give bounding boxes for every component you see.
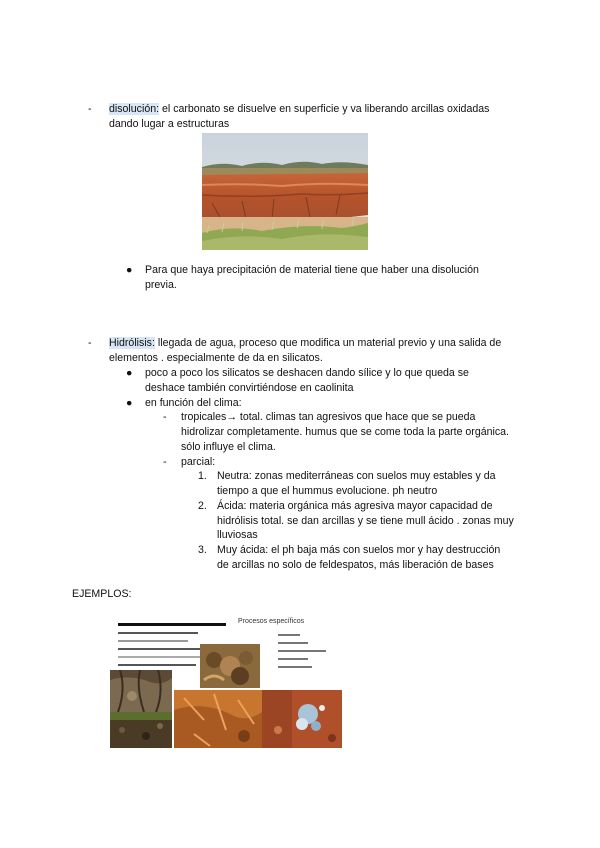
- cliff-illustration: [202, 133, 368, 250]
- neutra-line-2: tiempo a que el hummus evolucione. ph neutro: [217, 485, 438, 497]
- item-number: 1.: [198, 470, 207, 482]
- orange-soil-photo: [174, 690, 262, 748]
- disolucion-text: el carbonato se disuelve en superficie y va liberando arcillas oxidadas: [159, 103, 490, 115]
- tropicales-line-2: hidrolizar completamente. humus que se come toda la parte orgánica.: [181, 426, 509, 438]
- acida-line-1: Ácida: materia orgánica más agresiva mayor capacidad de: [217, 500, 493, 512]
- acida-line-2: hidrólisis total. se dan arcillas y se tiene mull ácido . zonas muy: [217, 515, 514, 527]
- examples-slide: [108, 618, 348, 748]
- cliff-photo: [202, 133, 368, 250]
- clima-heading: en función del clima:: [145, 397, 242, 409]
- tropicales-line-3: sólo influye el clima.: [181, 441, 276, 453]
- bullet-dot: ●: [126, 367, 133, 379]
- silicatos-line-2: deshace también convirtiéndose en caolinita: [145, 382, 354, 394]
- item-number: 2.: [198, 500, 207, 512]
- examples-heading: EJEMPLOS:: [72, 588, 132, 600]
- list-dash: -: [88, 103, 92, 115]
- term-hidrolisis: Hidrólisis:: [109, 337, 155, 349]
- disolucion-line-1: [109, 102, 549, 117]
- item-number: 3.: [198, 544, 207, 556]
- sub-dash: -: [163, 411, 167, 423]
- slide-title: Procesos específicos: [238, 618, 305, 625]
- precipitacion-line-1: Para que haya precipitación de material tiene que haber una disolución: [145, 264, 479, 276]
- bullet-dot: ●: [126, 397, 133, 409]
- sub-dash: -: [163, 456, 167, 468]
- muy-acida-line-1: Muy ácida: el ph baja más con suelos mor y hay destrucción: [217, 544, 501, 556]
- silicatos-line-1: poco a poco los silicatos se deshacen dando sílice y lo que queda se: [145, 367, 469, 379]
- soil-hands-photo: [200, 644, 260, 688]
- precipitacion-line-2: previa.: [145, 279, 177, 291]
- mineral-grains-photo: [262, 690, 342, 748]
- list-dash: -: [88, 337, 92, 349]
- muy-acida-line-2: de arcillas no solo de feldespatos, más liberación de bases: [217, 559, 494, 571]
- hidrolisis-line-1: [109, 336, 501, 351]
- disolucion-line-2: dando lugar a estructuras: [109, 118, 230, 130]
- neutra-line-1: Neutra: zonas mediterráneas con suelos muy estables y da: [217, 470, 496, 482]
- tropicales-line-1: tropicales→ total. climas tan agresivos que hace que se pueda: [181, 411, 476, 423]
- term-disolucion: disolución:: [109, 103, 160, 115]
- root-rock-photo: [110, 670, 172, 712]
- slide-header-bar: [118, 623, 226, 626]
- parcial-heading: parcial:: [181, 456, 216, 468]
- hidrolisis-line-2: elementos . especialmente de da en silicatos.: [109, 352, 323, 364]
- hidrolisis-text: llegada de agua, proceso que modifica un material previo y una salida de: [154, 337, 502, 349]
- bullet-dot: ●: [126, 264, 133, 276]
- moss-soil-photo: [110, 712, 172, 748]
- acida-line-3: lluviosas: [217, 529, 258, 541]
